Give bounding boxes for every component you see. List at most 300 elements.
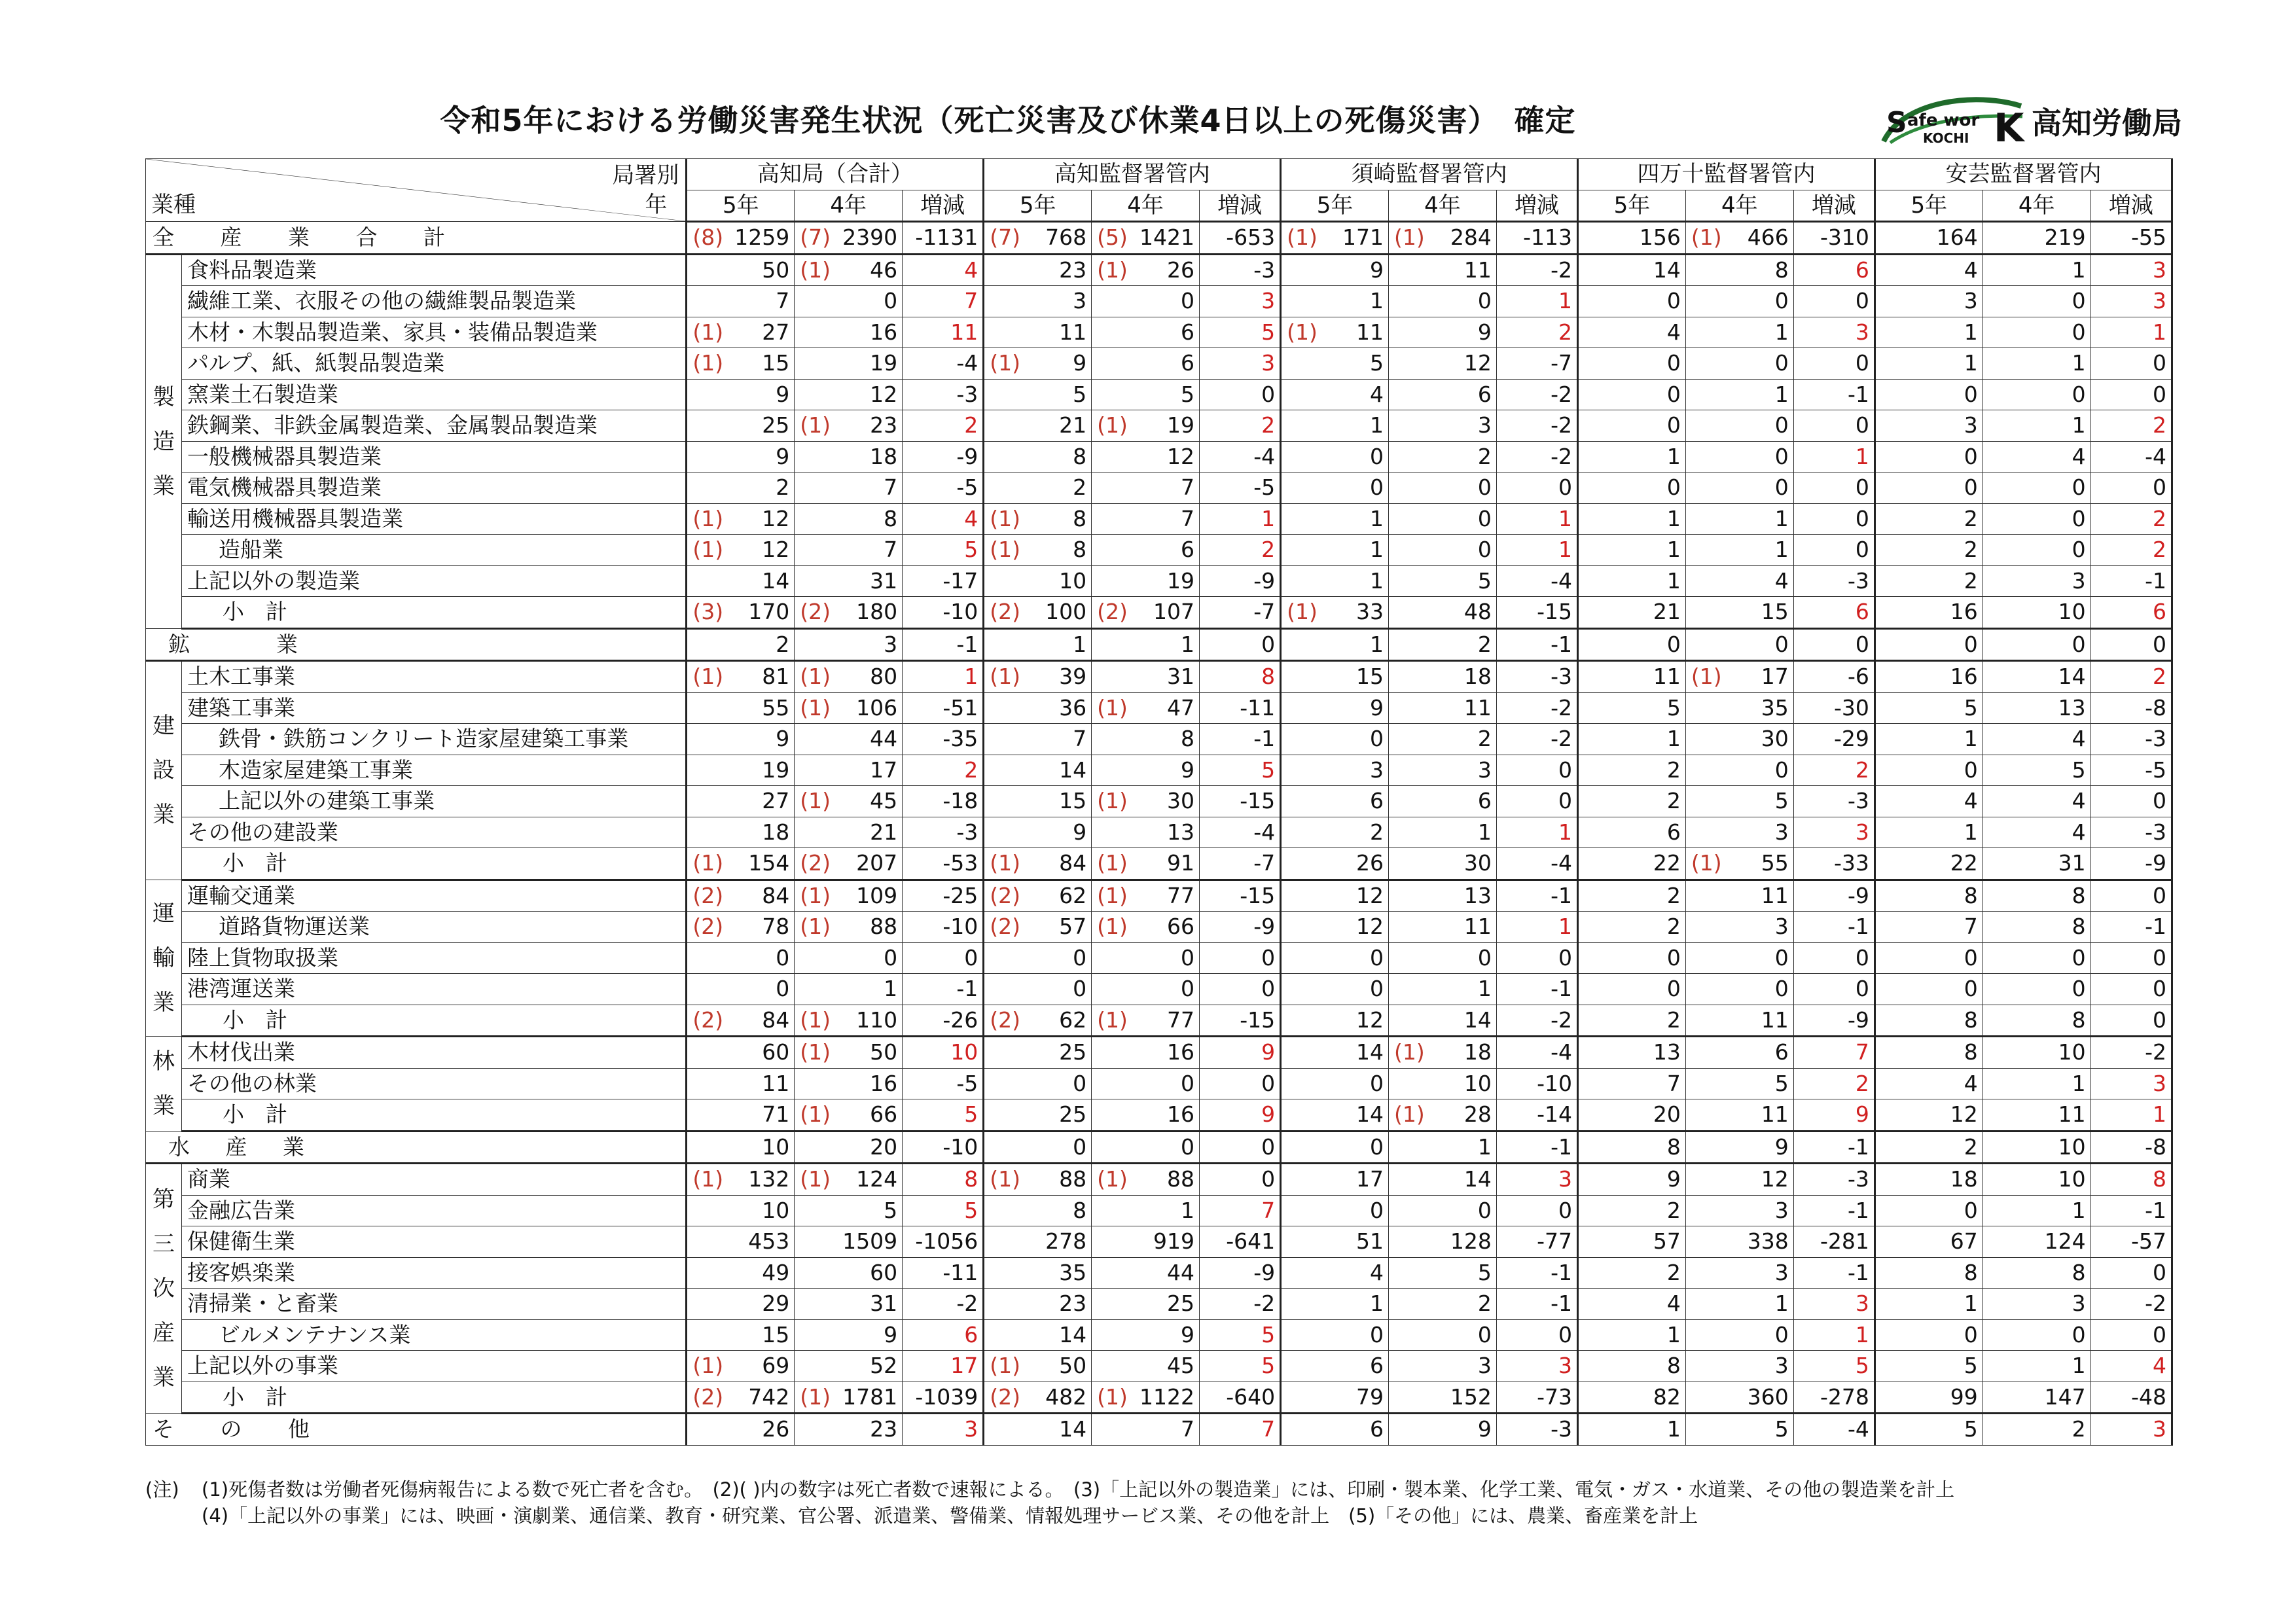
fatality-count xyxy=(984,286,1025,317)
case-count: 9 xyxy=(1025,348,1092,380)
change-value: -14 xyxy=(1496,1099,1577,1132)
case-count: 100 xyxy=(1025,597,1092,629)
change-value: 8 xyxy=(1199,661,1280,693)
table-row xyxy=(146,942,2172,974)
fatality-count xyxy=(795,565,836,597)
fatality-count xyxy=(1578,628,1619,661)
fatality-count: (1) xyxy=(1281,597,1322,629)
fatality-count xyxy=(1389,535,1430,566)
case-count: 6 xyxy=(1619,817,1686,848)
case-count: 80 xyxy=(836,661,903,693)
change-value: -3 xyxy=(1793,786,1874,817)
case-count: 170 xyxy=(728,597,795,629)
case-count: 2 xyxy=(728,628,795,661)
fatality-count xyxy=(687,379,728,410)
fatality-count xyxy=(1389,1226,1430,1258)
change-value: 0 xyxy=(1496,942,1577,974)
case-count: 13 xyxy=(1430,880,1497,912)
fatality-count xyxy=(1389,755,1430,786)
case-count: 4 xyxy=(2024,724,2090,755)
change-value: 2 xyxy=(2090,535,2172,566)
case-count: 0 xyxy=(2024,628,2090,661)
change-value: 8 xyxy=(2090,1164,2172,1196)
table-row xyxy=(146,348,2172,380)
fatality-count xyxy=(1874,1226,1916,1258)
case-count: 55 xyxy=(1727,848,1793,880)
case-count: 16 xyxy=(1916,661,1983,693)
case-count: 10 xyxy=(1430,1068,1497,1099)
case-count: 16 xyxy=(836,1068,903,1099)
case-count: 45 xyxy=(1133,1351,1200,1382)
change-value: -1 xyxy=(2090,1195,2172,1226)
fatality-count xyxy=(795,1289,836,1320)
fatality-count xyxy=(1578,1319,1619,1351)
case-count: 11 xyxy=(1430,692,1497,724)
fatality-count xyxy=(1874,912,1916,943)
change-header: 増減 xyxy=(1199,190,1280,222)
fatality-count: (2) xyxy=(1092,597,1133,629)
fatality-count xyxy=(1578,1099,1619,1132)
case-count: 45 xyxy=(836,786,903,817)
fatality-count xyxy=(795,1226,836,1258)
industry-name: 木材伐出業 xyxy=(181,1037,686,1069)
case-count: 154 xyxy=(728,848,795,880)
change-value: 10 xyxy=(903,1037,984,1069)
case-count: 17 xyxy=(836,755,903,786)
case-count: 0 xyxy=(1916,1319,1983,1351)
fatality-count: (1) xyxy=(687,1351,728,1382)
fatality-count xyxy=(1578,473,1619,504)
case-count: 55 xyxy=(728,692,795,724)
fatality-count xyxy=(1685,1351,1727,1382)
case-count: 7 xyxy=(836,535,903,566)
fatality-count xyxy=(1982,1289,2024,1320)
fatality-count xyxy=(1874,1351,1916,1382)
case-count: 6 xyxy=(1133,317,1200,348)
case-count: 14 xyxy=(1322,1037,1389,1069)
change-value: -15 xyxy=(1199,786,1280,817)
change-value: 0 xyxy=(903,942,984,974)
case-count: 768 xyxy=(1025,222,1092,255)
change-value: 0 xyxy=(1496,1195,1577,1226)
fatality-count xyxy=(1578,974,1619,1005)
fatality-count xyxy=(687,1414,728,1446)
fatality-count xyxy=(1685,1382,1727,1414)
fatality-count xyxy=(687,692,728,724)
table-row xyxy=(146,912,2172,943)
change-value: 2 xyxy=(1199,535,1280,566)
case-count: 16 xyxy=(1133,1099,1200,1132)
case-count: 8 xyxy=(1619,1131,1686,1164)
change-value: 3 xyxy=(1199,286,1280,317)
fatality-count xyxy=(687,473,728,504)
case-count: 18 xyxy=(1916,1164,1983,1196)
fatality-count xyxy=(984,1289,1025,1320)
case-count: 13 xyxy=(1619,1037,1686,1069)
change-value: -15 xyxy=(1199,1005,1280,1037)
fatality-count: (1) xyxy=(795,254,836,286)
case-count: 0 xyxy=(1322,473,1389,504)
fatality-count xyxy=(1874,348,1916,380)
fatality-count xyxy=(984,817,1025,848)
fatality-count xyxy=(984,473,1025,504)
fatality-count xyxy=(1092,441,1133,473)
case-count: 19 xyxy=(1133,565,1200,597)
fatality-count xyxy=(687,1319,728,1351)
fatality-count xyxy=(1092,1319,1133,1351)
fatality-count xyxy=(1982,880,2024,912)
fatality-count xyxy=(984,1068,1025,1099)
case-count: 25 xyxy=(1025,1037,1092,1069)
case-count: 12 xyxy=(1322,912,1389,943)
fatality-count xyxy=(1389,441,1430,473)
year-header: 5年 xyxy=(1578,190,1686,222)
case-count: 3 xyxy=(1916,286,1983,317)
case-count: 10 xyxy=(728,1131,795,1164)
fatality-count xyxy=(1982,441,2024,473)
case-count: 11 xyxy=(728,1068,795,1099)
case-count: 27 xyxy=(728,317,795,348)
case-count: 3 xyxy=(1916,410,1983,442)
fatality-count xyxy=(1982,1131,2024,1164)
industry-name: そ の 他 xyxy=(146,1414,687,1446)
fatality-count: (1) xyxy=(1092,880,1133,912)
table-row xyxy=(146,1037,2172,1069)
case-count: 1 xyxy=(836,974,903,1005)
change-value: -18 xyxy=(903,786,984,817)
industry-name: 接客娯楽業 xyxy=(181,1257,686,1289)
fatality-count xyxy=(1281,1099,1322,1132)
fatality-count xyxy=(984,254,1025,286)
fatality-count xyxy=(1874,661,1916,693)
change-value: -1 xyxy=(2090,912,2172,943)
change-value: -7 xyxy=(1199,597,1280,629)
fatality-count xyxy=(1578,1195,1619,1226)
industry-name: ビルメンテナンス業 xyxy=(181,1319,686,1351)
industry-name: 水 産 業 xyxy=(146,1131,687,1164)
case-count: 21 xyxy=(1619,597,1686,629)
fatality-count xyxy=(1389,1005,1430,1037)
case-count: 3 xyxy=(2024,1289,2090,1320)
change-value: -7 xyxy=(1496,348,1577,380)
change-value: 9 xyxy=(1199,1037,1280,1069)
case-count: 17 xyxy=(1727,661,1793,693)
industry-name: その他の林業 xyxy=(181,1068,686,1099)
fatality-count xyxy=(1982,724,2024,755)
case-count: 2 xyxy=(728,473,795,504)
case-count: 52 xyxy=(836,1351,903,1382)
change-value: 1 xyxy=(1496,503,1577,535)
case-count: 5 xyxy=(1430,565,1497,597)
fatality-count xyxy=(1685,254,1727,286)
case-count: 0 xyxy=(1727,348,1793,380)
change-value: -53 xyxy=(903,848,984,880)
change-value: -10 xyxy=(903,597,984,629)
fatality-count xyxy=(1874,1319,1916,1351)
case-count: 110 xyxy=(836,1005,903,1037)
change-value: 0 xyxy=(1199,379,1280,410)
case-count: 0 xyxy=(1322,1195,1389,1226)
case-count: 15 xyxy=(1727,597,1793,629)
fatality-count xyxy=(687,1195,728,1226)
fatality-count: (1) xyxy=(795,1382,836,1414)
change-value: -2 xyxy=(903,1289,984,1320)
case-count: 27 xyxy=(728,786,795,817)
fatality-count xyxy=(1092,1099,1133,1132)
table-row xyxy=(146,1131,2172,1164)
case-count: 12 xyxy=(728,535,795,566)
table-row xyxy=(146,661,2172,693)
case-count: 9 xyxy=(1322,254,1389,286)
case-count: 0 xyxy=(1619,379,1686,410)
fatality-count xyxy=(1874,1289,1916,1320)
case-count: 8 xyxy=(2024,912,2090,943)
fatality-count: (1) xyxy=(984,661,1025,693)
fatality-count xyxy=(1092,1351,1133,1382)
fatality-count xyxy=(1092,942,1133,974)
case-count: 0 xyxy=(1727,286,1793,317)
fatality-count xyxy=(1685,1226,1727,1258)
industry-name: 造船業 xyxy=(181,535,686,566)
fatality-count xyxy=(1578,222,1619,255)
fatality-count xyxy=(1389,912,1430,943)
case-count: 5 xyxy=(1727,786,1793,817)
fatality-count xyxy=(687,1068,728,1099)
fatality-count xyxy=(984,1257,1025,1289)
change-value: 5 xyxy=(903,1099,984,1132)
fatality-count: (2) xyxy=(687,880,728,912)
case-count: 3 xyxy=(836,628,903,661)
case-count: 10 xyxy=(728,1195,795,1226)
fatality-count: (1) xyxy=(1092,912,1133,943)
case-count: 0 xyxy=(2024,317,2090,348)
fatality-count: (1) xyxy=(1281,222,1322,255)
fatality-count xyxy=(795,1319,836,1351)
case-count: 49 xyxy=(728,1257,795,1289)
change-value: -3 xyxy=(903,817,984,848)
fatality-count xyxy=(1578,597,1619,629)
case-count: 4 xyxy=(1727,565,1793,597)
case-count: 79 xyxy=(1322,1382,1389,1414)
case-count: 20 xyxy=(836,1131,903,1164)
accident-table xyxy=(145,158,2173,1446)
category-label: 第三次産業 xyxy=(146,1164,182,1414)
case-count: 3 xyxy=(1727,1257,1793,1289)
industry-name: 港湾運送業 xyxy=(181,974,686,1005)
change-value: -9 xyxy=(2090,848,2172,880)
case-count: 0 xyxy=(1133,942,1200,974)
case-count: 7 xyxy=(728,286,795,317)
case-count: 4 xyxy=(1916,254,1983,286)
fatality-count xyxy=(795,379,836,410)
case-count: 33 xyxy=(1322,597,1389,629)
change-value: -1 xyxy=(1793,1257,1874,1289)
case-count: 4 xyxy=(2024,786,2090,817)
case-count: 2 xyxy=(1025,473,1092,504)
case-count: 2 xyxy=(1619,1195,1686,1226)
case-count: 919 xyxy=(1133,1226,1200,1258)
fatality-count: (1) xyxy=(984,1164,1025,1196)
fatality-count xyxy=(1685,597,1727,629)
case-count: 16 xyxy=(836,317,903,348)
fatality-count: (1) xyxy=(984,503,1025,535)
case-count: 453 xyxy=(728,1226,795,1258)
case-count: 44 xyxy=(1133,1257,1200,1289)
case-count: 1 xyxy=(2024,348,2090,380)
change-value: 2 xyxy=(1793,755,1874,786)
fatality-count xyxy=(984,974,1025,1005)
case-count: 1509 xyxy=(836,1226,903,1258)
year-header: 4年 xyxy=(795,190,903,222)
case-count: 26 xyxy=(1133,254,1200,286)
case-count: 0 xyxy=(2024,1319,2090,1351)
fatality-count xyxy=(1982,692,2024,724)
case-count: 14 xyxy=(1322,1099,1389,1132)
fatality-count xyxy=(1281,724,1322,755)
fatality-count xyxy=(1874,817,1916,848)
change-value: -8 xyxy=(2090,1131,2172,1164)
case-count: 4 xyxy=(1916,786,1983,817)
change-value: -3 xyxy=(1496,661,1577,693)
fatality-count xyxy=(1578,441,1619,473)
industry-name: 木造家屋建築工事業 xyxy=(181,755,686,786)
fatality-count xyxy=(795,942,836,974)
change-value: 3 xyxy=(1496,1351,1577,1382)
industry-name: 金融広告業 xyxy=(181,1195,686,1226)
fatality-count xyxy=(687,942,728,974)
case-count: 18 xyxy=(1430,1037,1497,1069)
fatality-count xyxy=(1982,317,2024,348)
fatality-count xyxy=(1389,724,1430,755)
case-count: 1259 xyxy=(728,222,795,255)
case-count: 2 xyxy=(1430,441,1497,473)
case-count: 4 xyxy=(1322,1257,1389,1289)
fatality-count xyxy=(1982,755,2024,786)
change-value: -3 xyxy=(1199,254,1280,286)
year-header: 5年 xyxy=(1281,190,1389,222)
fatality-count xyxy=(984,1319,1025,1351)
fatality-count xyxy=(1874,286,1916,317)
fatality-count xyxy=(1578,348,1619,380)
case-count: 22 xyxy=(1619,848,1686,880)
fatality-count xyxy=(1281,254,1322,286)
fatality-count xyxy=(1982,503,2024,535)
case-count: 12 xyxy=(836,379,903,410)
case-count: 26 xyxy=(1322,848,1389,880)
case-count: 2 xyxy=(1619,880,1686,912)
case-count: 1 xyxy=(1619,1414,1686,1446)
case-count: 9 xyxy=(836,1319,903,1351)
case-count: 1 xyxy=(2024,1068,2090,1099)
industry-name: 陸上貨物取扱業 xyxy=(181,942,686,974)
fatality-count xyxy=(1092,661,1133,693)
case-count: 6 xyxy=(1322,786,1389,817)
industry-name: 上記以外の製造業 xyxy=(181,565,686,597)
change-value: -2 xyxy=(1496,724,1577,755)
case-count: 0 xyxy=(1619,348,1686,380)
case-count: 1 xyxy=(1916,724,1983,755)
fatality-count xyxy=(1685,286,1727,317)
change-value: -9 xyxy=(1793,880,1874,912)
industry-name: 小 計 xyxy=(181,1382,686,1414)
fatality-count xyxy=(984,942,1025,974)
fatality-count xyxy=(1874,535,1916,566)
change-value: -10 xyxy=(903,1131,984,1164)
change-value: -310 xyxy=(1793,222,1874,255)
case-count: 14 xyxy=(1430,1164,1497,1196)
change-value: 1 xyxy=(2090,1099,2172,1132)
fatality-count xyxy=(1874,317,1916,348)
case-count: 23 xyxy=(836,410,903,442)
fatality-count xyxy=(1874,974,1916,1005)
case-count: 31 xyxy=(836,1289,903,1320)
fatality-count xyxy=(795,1195,836,1226)
case-count: 0 xyxy=(1619,628,1686,661)
fatality-count xyxy=(1874,1164,1916,1196)
case-count: 2 xyxy=(1619,1005,1686,1037)
fatality-count xyxy=(1281,880,1322,912)
case-count: 3 xyxy=(1727,1351,1793,1382)
change-value: 0 xyxy=(1496,473,1577,504)
case-count: 47 xyxy=(1133,692,1200,724)
case-count: 12 xyxy=(1916,1099,1983,1132)
case-count: 30 xyxy=(1430,848,1497,880)
case-count: 88 xyxy=(1025,1164,1092,1196)
table-row xyxy=(146,1099,2172,1132)
case-count: 0 xyxy=(1727,974,1793,1005)
case-count: 2 xyxy=(1430,628,1497,661)
fatality-count: (1) xyxy=(795,410,836,442)
table-row xyxy=(146,1319,2172,1351)
fatality-count xyxy=(1281,1414,1322,1446)
safe-work-kochi-logo-icon xyxy=(1877,94,2028,147)
fatality-count xyxy=(1874,254,1916,286)
fatality-count xyxy=(1092,628,1133,661)
fatality-count xyxy=(1578,535,1619,566)
case-count: 0 xyxy=(1619,410,1686,442)
change-value: 0 xyxy=(1496,755,1577,786)
change-value: -11 xyxy=(1199,692,1280,724)
fatality-count: (1) xyxy=(1092,254,1133,286)
fatality-count xyxy=(1281,379,1322,410)
fatality-count: (2) xyxy=(984,1005,1025,1037)
change-value: 0 xyxy=(1793,286,1874,317)
fatality-count xyxy=(1092,755,1133,786)
industry-name: 小 計 xyxy=(181,597,686,629)
fatality-count xyxy=(1389,661,1430,693)
table-row xyxy=(146,1382,2172,1414)
case-count: 7 xyxy=(1133,1414,1200,1446)
case-count: 106 xyxy=(836,692,903,724)
case-count: 22 xyxy=(1916,848,1983,880)
case-count: 132 xyxy=(728,1164,795,1196)
fatality-count xyxy=(1092,1226,1133,1258)
fatality-count xyxy=(984,692,1025,724)
change-value: -5 xyxy=(1199,473,1280,504)
fatality-count xyxy=(1874,1005,1916,1037)
fatality-count xyxy=(795,974,836,1005)
fatality-count xyxy=(1578,1226,1619,1258)
fatality-count xyxy=(1685,473,1727,504)
case-count: 0 xyxy=(2024,503,2090,535)
fatality-count xyxy=(1578,565,1619,597)
fatality-count xyxy=(1092,473,1133,504)
fatality-count: (1) xyxy=(984,848,1025,880)
fatality-count xyxy=(1389,1289,1430,1320)
case-count: 5 xyxy=(1727,1414,1793,1446)
fatality-count xyxy=(795,1257,836,1289)
change-value: 3 xyxy=(2090,286,2172,317)
